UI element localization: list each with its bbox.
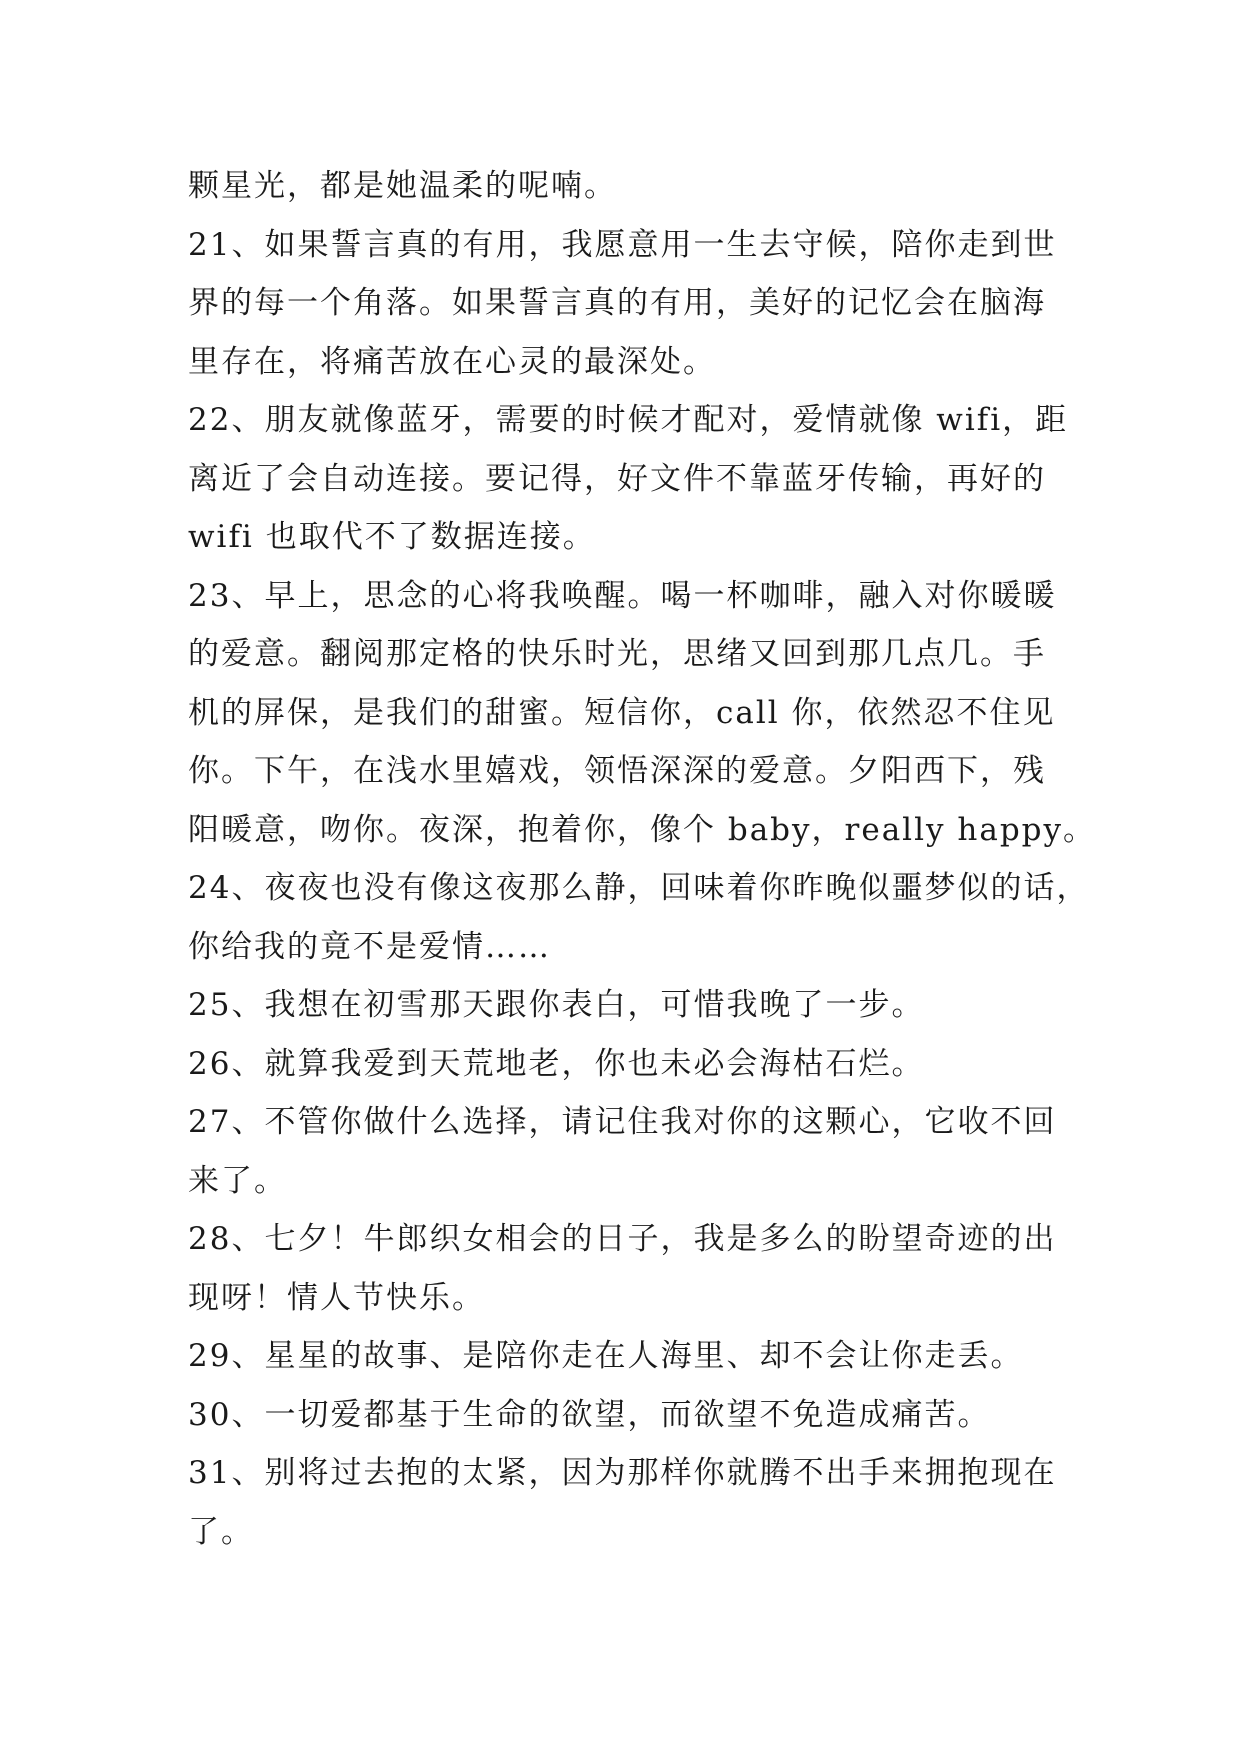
- text-line: 27、不管你做什么选择，请记住我对你的这颗心，它收不回: [188, 1104, 1057, 1140]
- text-line: 23、早上，思念的心将我唤醒。喝一杯咖啡，融入对你暖暖: [188, 577, 1057, 614]
- text-line: wifi 也取代不了数据连接。: [188, 519, 596, 555]
- text-line: 的爱意。翻阅那定格的快乐时光，思绪又回到那几点几。手: [188, 636, 1046, 672]
- text-line: 26、就算我爱到天荒地老，你也未必会海枯石烂。: [188, 1045, 925, 1082]
- text-line: 30、一切爱都基于生命的欲望，而欲望不免造成痛苦。: [188, 1396, 991, 1433]
- text-line: 里存在，将痛苦放在心灵的最深处。: [188, 343, 716, 380]
- text-line: 31、别将过去抱的太紧，因为那样你就腾不出手来拥抱现在: [188, 1455, 1057, 1491]
- text-line: 离近了会自动连接。要记得，好文件不靠蓝牙传输，再好的: [188, 460, 1046, 497]
- text-line: 机的屏保，是我们的甜蜜。短信你，call 你，依然忍不住见: [188, 694, 1056, 731]
- text-line: 21、如果誓言真的有用，我愿意用一生去守候，陪你走到世: [188, 226, 1057, 263]
- text-line: 29、星星的故事、是陪你走在人海里、却不会让你走丢。: [188, 1338, 1024, 1374]
- text-line: 阳暖意，吻你。夜深，抱着你，像个 baby，really happy。: [188, 811, 1097, 848]
- text-line: 22、朋友就像蓝牙，需要的时候才配对，爱情就像 wifi，距: [188, 402, 1069, 438]
- text-line: 颗星光，都是她温柔的呢喃。: [188, 168, 617, 204]
- text-line: 你给我的竟不是爱情……: [188, 928, 551, 965]
- text-line: 25、我想在初雪那天跟你表白，可惜我晚了一步。: [188, 987, 925, 1023]
- text-line: 24、夜夜也没有像这夜那么静，回味着你昨晚似噩梦似的话，: [188, 870, 1090, 906]
- text-line: 了。: [188, 1513, 254, 1550]
- document-body: [188, 157, 1097, 1561]
- text-line: 现呀！情人节快乐。: [188, 1279, 485, 1316]
- text-line: 界的每一个角落。如果誓言真的有用，美好的记忆会在脑海: [188, 285, 1046, 321]
- text-line: 来了。: [188, 1162, 287, 1199]
- text-line: 你。下午，在浅水里嬉戏，领悟深深的爱意。夕阳西下，残: [188, 753, 1046, 789]
- text-line: 28、七夕！牛郎织女相会的日子，我是多么的盼望奇迹的出: [188, 1221, 1057, 1257]
